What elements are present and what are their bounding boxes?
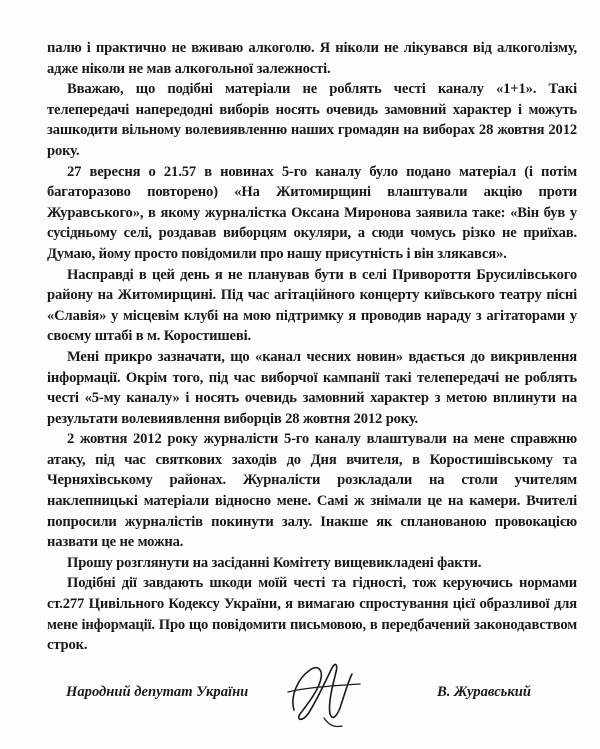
signature-block [60,678,580,708]
paragraph-1: палю і практично не вживаю алкоголю. Я ніколи не лікувався від алкоголізму, адже ніколи не мав алкогольної залежності. [47,40,577,77]
paragraph-5: Мені прикро зазначати, що «канал чесних новин» вдається до викривлення інформації. Окрім того, під час виборчої кампанії такі телепередачі не роблять честі «5-му каналу» і носять очевидь замовний характер з метою вплинути на результати волевиявлення виборців 28 жовтня 2012 року. [47,348,577,427]
signer-title: Народний депутат України [66,684,249,700]
paragraph-2: Вважаю, що подібні матеріали не роблять честі каналу «1+1». Такі телепередачі напередодні виборів носять очевидь замовний характер і можуть зашкодити вільному волевиявленню наших громадян на виборах 28 жовтня 2012 року. [47,81,577,159]
paragraph-7: Прошу розглянути на засіданні Комітету вищевикладені факти. [67,554,482,571]
letter-body [47,38,577,656]
paragraph-6: 2 жовтня 2012 року журналісти 5-го каналу влаштували на мене справжню атаку, під час святкових заходів до Дня вчителя, в Коростишівському та Черняхівському районах. Журналісти розкладали на столи учителям наклепницькі матеріали відносно мене. Самі ж знімали це на камери. Вчителі попросили журналістів покинути залу. Інакше як спланованою провокацією назвати це не можна. [47,431,577,551]
paragraph-3: 27 вересня о 21.57 в новинах 5-го каналу було подано матеріал (і потім багаторазово повторено) «На Житомирщині влаштували акцію проти Журавського», в якому журналістка Оксана Миронова заявила таке: «Він був у сусідньому селі, роздавав виборцям окуляри, а сюди чомусь різко не приїхав. Думаю, йому просто повідомили про нашу присутність і він злякався». [47,163,577,262]
paragraph-4: Насправді в цей день я не планував бути в селі Привороття Брусилівського району на Житомирщині. Під час агітаційного концерту київського театру пісні «Славія» у місцевім клубі на мою підтримку я проводив нараду з агітаторами у своєму штабі в м. Коростишеві. [47,266,577,345]
signer-name: В. Журавський [437,684,531,700]
paragraph-8: Подібні дії завдають шкоди моїй честі та гідності, тож керуючись нормами ст.277 Цивільного Кодексу України, я вимагаю спростування цієї образливої для мене інформації. Про що повідомити письмовою, в передбачений законодавством строк. [47,575,577,654]
